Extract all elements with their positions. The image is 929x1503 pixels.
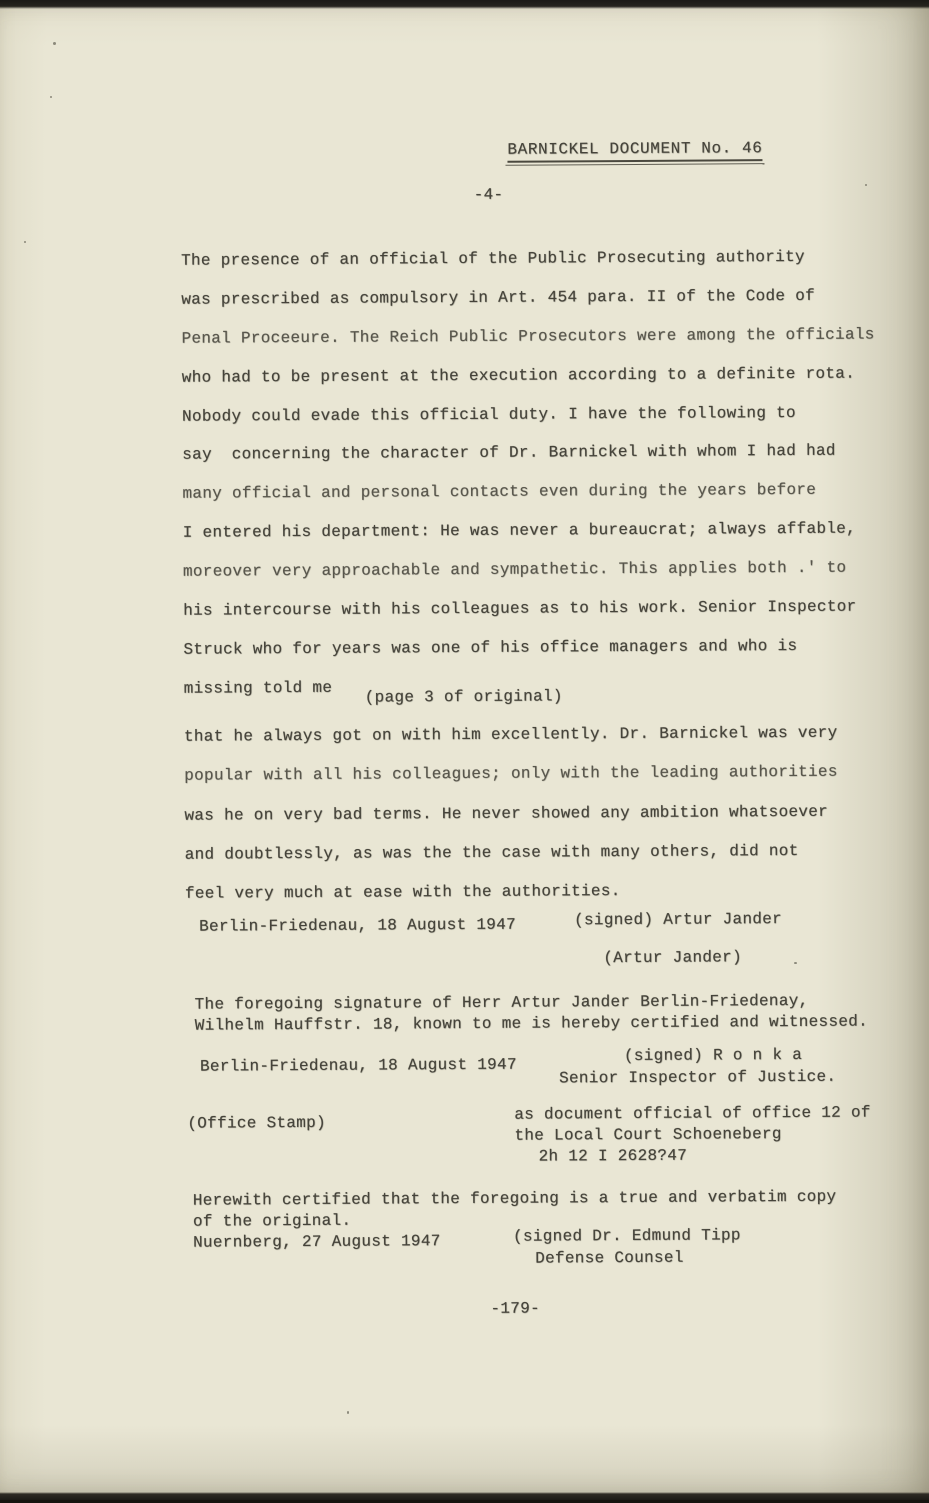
typed-line: that he always got on with him excellently. Dr. Barnickel was very (183, 723, 838, 746)
typed-line: his intercourse with his colleagues as to his work. Senior Inspector (183, 597, 857, 620)
typed-line: was he on very bad terms. He never showed any ambition whatsoever (184, 802, 829, 825)
typed-line: the Local Court Schoeneberg (514, 1125, 782, 1145)
typed-line: and doubtlessly, as was the the case with many others, did not (184, 841, 799, 864)
signature3-place-date: Nuernberg, 27 August 1947 (193, 1232, 441, 1252)
signature2-title-line: Senior Inspector of Justice. (559, 1067, 837, 1088)
typed-line: many official and personal contacts even during the years before (182, 481, 817, 504)
typed-line: say concerning the character of Dr. Barnickel with whom I had had (182, 442, 836, 465)
typed-line: I entered his department: He was never a bureaucrat; always affable, (182, 519, 857, 542)
typed-line: feel very much at ease with the authorities. (184, 882, 621, 903)
signature2-place-date: Berlin-Friedenau, 18 August 1947 (199, 1055, 517, 1076)
document-title: BARNICKEL DOCUMENT No. 46 (507, 139, 762, 163)
typed-line: The presence of an official of the Public Prosecuting authority (181, 247, 805, 270)
court-file-number: 2h 12 I 2628?47 (538, 1146, 688, 1166)
typed-line: as document official of office 12 of (514, 1103, 871, 1124)
signature1-place-date: Berlin-Friedenau, 18 August 1947 (199, 915, 517, 936)
signature3-signed-line: (signed Dr. Edmund Tipp (512, 1226, 741, 1246)
typed-line: who had to be present at the execution according to a definite rota. (181, 364, 856, 387)
typed-line: popular with all his colleagues; only with the leading authorities (184, 763, 838, 786)
office-stamp-label: (Office Stamp) (187, 1113, 327, 1133)
signature1-name-line: (Artur Jander) (603, 948, 743, 968)
typed-line: Wilhelm Hauffstr. 18, known to me is hereby certified and witnessed. (194, 1012, 869, 1035)
typed-line: Penal Proceeure. The Reich Public Prosecutors were among the officials (181, 325, 875, 348)
typed-line: was prescribed as compulsory in Art. 454 para. II of the Code of (181, 286, 816, 309)
signature3-title-line: Defense Counsel (535, 1248, 684, 1268)
office-stamp-attestation (514, 1104, 871, 1169)
typed-line: Struck who for years was one of his office managers and who is (183, 636, 798, 659)
certification1-paragraph (195, 992, 869, 1038)
footer-page-number: -179- (490, 1299, 541, 1318)
signature2-signed-line: (signed) R o n k a (623, 1045, 803, 1066)
typed-line: The foregoing signature of Herr Artur Jander Berlin-Friedenay, (194, 991, 809, 1014)
typed-line: Herewith certified that the foregoing is a true and verbatim copy (192, 1187, 837, 1210)
affidavit-paragraph-1 (181, 247, 877, 718)
typed-line: moreover very approachable and sympathetic. This applies both .' to (182, 558, 847, 581)
signature1-signed-line: (signed) Artur Jander (574, 910, 783, 930)
typed-line: Nobody could evade this official duty. I have the following to (181, 403, 796, 426)
affidavit-paragraph-2 (184, 724, 839, 924)
typed-line: missing told me (183, 678, 333, 698)
original-page-note: (page 3 of original) (364, 687, 563, 707)
page-number-marker: -4- (473, 185, 504, 204)
typed-line: of the original. (192, 1211, 352, 1231)
